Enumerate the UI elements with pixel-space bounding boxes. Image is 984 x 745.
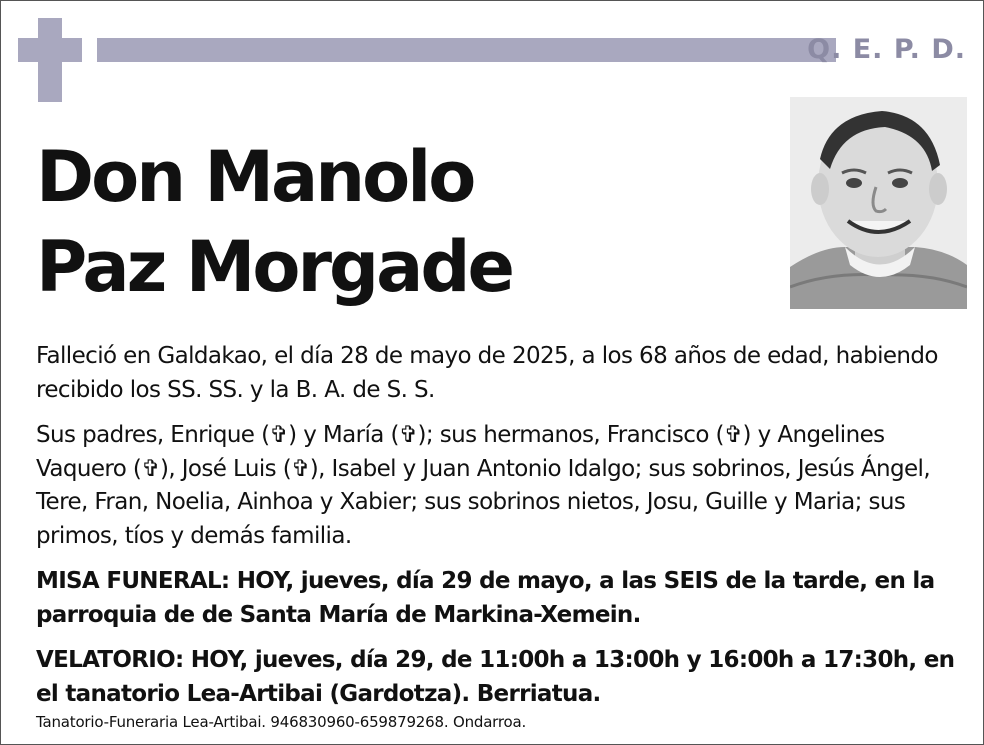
family-list: Sus padres, Enrique (✞) y María (✞); sus hermanos, Francisco (✞) y Angelines Vaquero (✞), José Luis (✞), Isabel y Juan Antonio Idalgo; sus sobrinos, Jesús Ángel, Tere, Fran, Noelia, Ainhoa y Xabier; sus sobrinos nietos, Josu, Guille y Maria; sus primos, tíos y demás familia. xyxy=(36,422,931,549)
cross-icon-horizontal xyxy=(18,38,82,62)
deceased-name xyxy=(36,132,512,312)
qepd-label: Q. E. P. D. xyxy=(807,34,966,65)
name-line-1: Don Manolo xyxy=(36,136,474,218)
name-line-2: Paz Morgade xyxy=(36,226,512,308)
funeral-mass-info: MISA FUNERAL: HOY, jueves, día 29 de mayo, a las SEIS de la tarde, en la parroquia de de Santa María de Markina-Xemein. xyxy=(36,568,935,628)
death-announcement: Falleció en Galdakao, el día 28 de mayo de 2025, a los 68 años de edad, habiendo recibido los SS. SS. y la B. A. de S. S. xyxy=(36,343,938,403)
obituary-text xyxy=(36,340,966,723)
header-rule xyxy=(97,38,836,62)
wake-info: VELATORIO: HOY, jueves, día 29, de 11:00h a 13:00h y 16:00h a 17:30h, en el tanatorio Lea-Artibai (Gardotza). Berriatua. xyxy=(36,647,955,707)
portrait-photo xyxy=(790,97,967,309)
funeral-home-contact: Tanatorio-Funeraria Lea-Artibai. 946830960-659879268. Ondarroa. xyxy=(36,713,527,731)
